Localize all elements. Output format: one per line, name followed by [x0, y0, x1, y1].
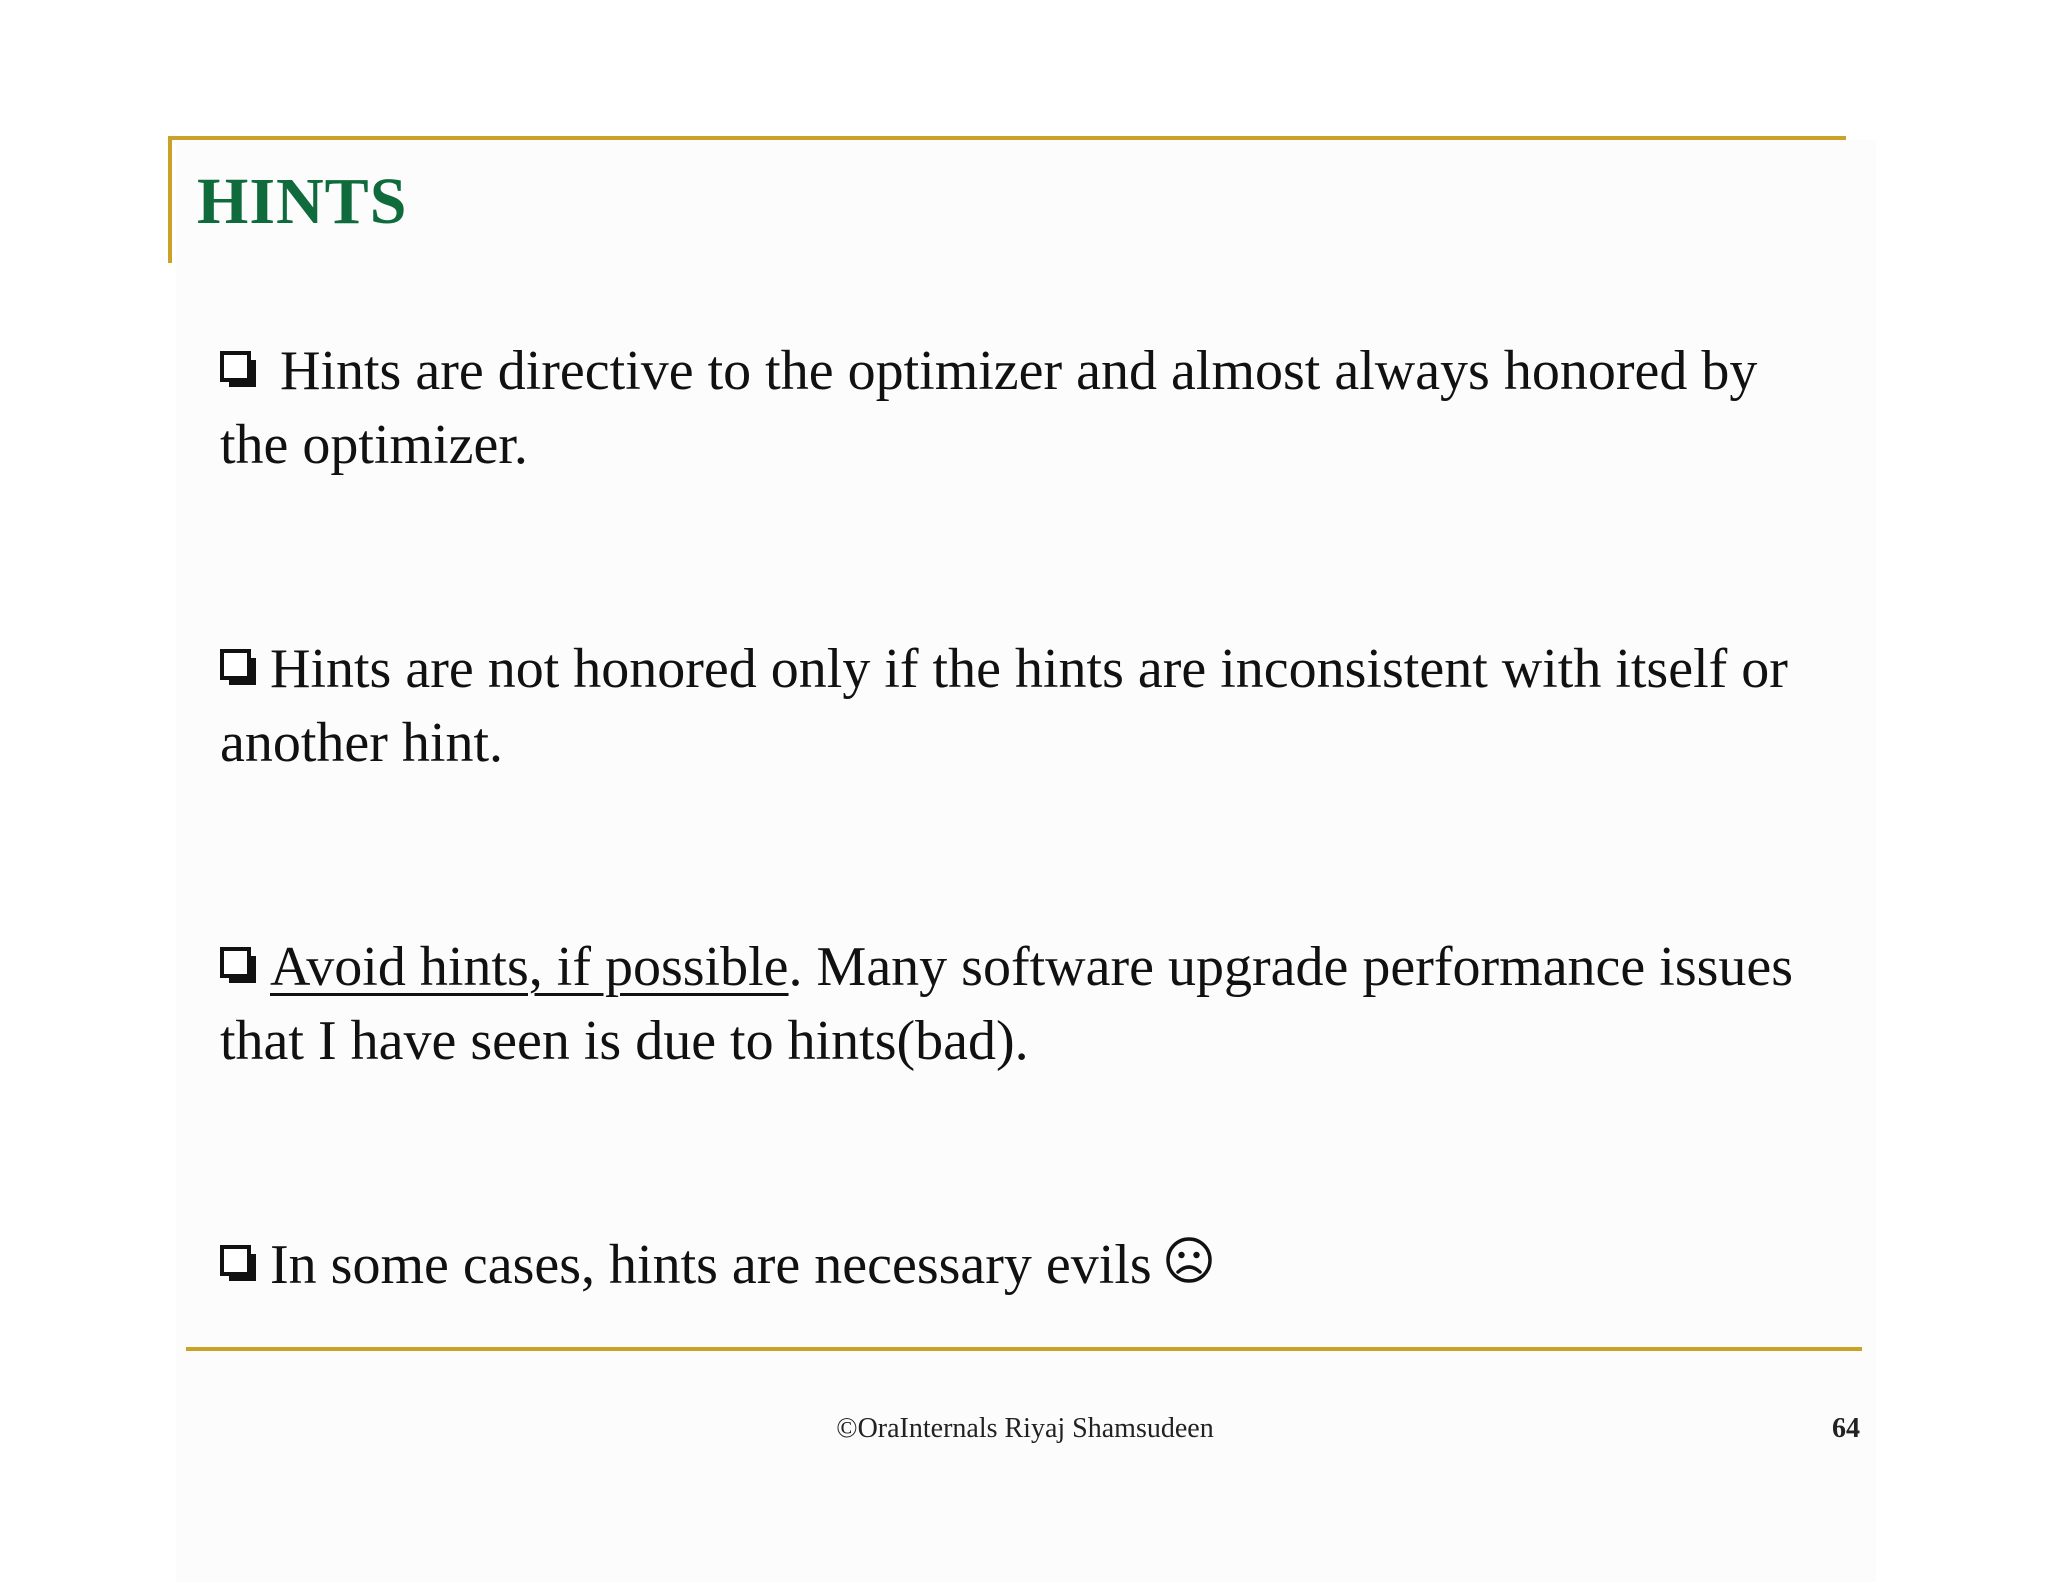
bottom-rule	[186, 1347, 1862, 1351]
bullet-emphasis-3: Avoid hints, if possible	[270, 936, 789, 998]
bullet-item-3	[220, 930, 1820, 1078]
bullet-item-1	[220, 334, 1820, 482]
page-number: 64	[1832, 1413, 1860, 1444]
footer-copyright: ©OraInternals Riyaj Shamsudeen	[836, 1413, 1214, 1444]
bullet-text-1: Hints are directive to the optimizer and almost always honored by the optimizer.	[220, 340, 1758, 476]
checkbox-icon	[220, 351, 256, 387]
bullet-text-4: In some cases, hints are necessary evils	[270, 1234, 1152, 1296]
slide-title: HINTS	[197, 165, 408, 238]
bullet-text-3: . Many software upgrade performance issues that I have seen is due to hints(bad).	[220, 936, 1794, 1072]
checkbox-icon	[220, 649, 256, 685]
frown-icon	[1164, 1235, 1214, 1285]
bullet-text-2: Hints are not honored only if the hints are inconsistent with itself or another hint.	[220, 638, 1788, 774]
bullet-item-2	[220, 632, 1820, 780]
bullet-item-4	[220, 1228, 1820, 1302]
top-rule	[168, 136, 1846, 140]
left-rule	[168, 136, 172, 263]
checkbox-icon	[220, 1245, 256, 1281]
checkbox-icon	[220, 947, 256, 983]
